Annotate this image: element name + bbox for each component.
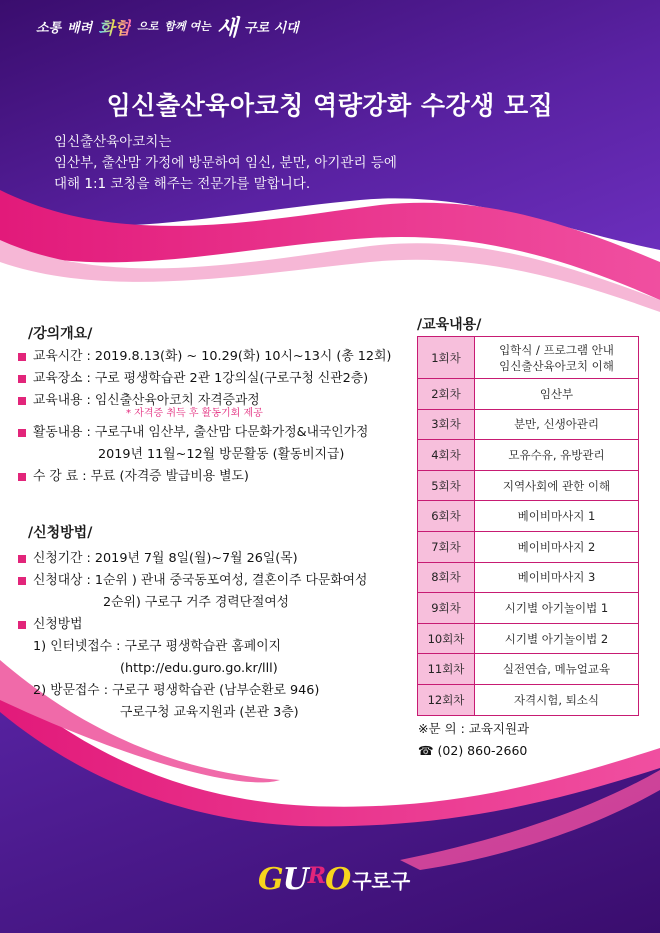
page-title: 임신출산육아코칭 역량강화 수강생 모집 [106,91,554,120]
guro-logo [258,856,410,902]
topic-cell: 임산부 [475,379,639,410]
logo-mark [258,862,350,897]
table-row [418,440,639,471]
slogan-part: 구로 시대 [243,20,299,36]
table-row [418,531,639,562]
table-row [418,337,639,379]
apply-heading: /신청방법/ [28,525,93,541]
session-cell: 11회차 [418,654,475,685]
topic-cell [475,337,639,379]
lecture-content: 교육내용 : 임신출산육아코치 자격증과정 [18,390,391,412]
apply-target-line2: 2순위) 구로구 거주 경력단절여성 [103,595,290,610]
apply-section [18,548,367,724]
topic-cell: 베이비마사지 3 [475,562,639,593]
session-cell: 12회차 [418,684,475,715]
apply-method: 신청방법 [18,614,367,636]
topic-cell: 베이비마사지 1 [475,501,639,532]
session-cell: 7회차 [418,531,475,562]
slogan-part: 화합 [98,14,131,39]
topic-cell: 모유수유, 유방관리 [475,440,639,471]
topic-cell: 베이비마사지 2 [475,531,639,562]
session-cell: 10회차 [418,623,475,654]
table-row [418,684,639,715]
logo-letter: O [325,861,351,897]
slogan-part: 으로 [137,20,159,33]
session-cell: 3회차 [418,409,475,440]
session-cell: 6회차 [418,501,475,532]
table-row [418,501,639,532]
topic-cell: 시기별 아기놀이법 2 [475,623,639,654]
logo-letter: R [307,862,326,889]
lecture-activity-line2: 2019년 11월~12월 방문활동 (활동비지급) [98,447,345,462]
lecture-content-note: * 자격증 취득 후 활동기회 제공 [126,408,263,419]
session-cell: 2회차 [418,379,475,410]
apply-visit-line2: 구로구청 교육지원과 (본관 3층) [120,705,299,720]
slogan-part: 함께 여는 [164,20,211,33]
table-row [418,623,639,654]
topic-cell: 실전연습, 메뉴얼교육 [475,654,639,685]
session-cell: 5회차 [418,470,475,501]
lecture-activity: 활동내용 : 구로구내 임산부, 출산맘 다문화가정&내국인가정 [18,422,391,444]
intro-text [54,132,397,195]
topic-cell: 분만, 신생아관리 [475,409,639,440]
session-cell: 9회차 [418,593,475,624]
logo-text: 구로구 [352,868,411,893]
slogan-part: 소통 [36,20,62,36]
apply-online-url: (http://edu.guro.go.kr/lll) [120,661,278,676]
intro-line: 임산부, 출산맘 가정에 방문하여 임신, 분만, 아기관리 등에 [54,155,397,171]
topic-cell: 자격시험, 퇴소식 [475,684,639,715]
apply-online: 1) 인터넷접수 : 구로구 평생학습관 홈페이지 [33,639,281,654]
lecture-place: 교육장소 : 구로 평생학습관 2관 1강의실(구로구청 신관2층) [18,368,391,390]
slogan-part: 새 [216,14,238,41]
topic-cell: 시기별 아기놀이법 1 [475,593,639,624]
topic-line: 임신출산육아코치 이해 [499,358,614,373]
apply-period: 신청기간 : 2019년 7월 8일(월)~7월 26일(목) [18,548,367,570]
curriculum-heading: /교육내용/ [417,317,482,333]
intro-line: 임신출산육아코치는 [54,134,172,150]
inquiry-text: ※문 의 : 교육지원과 [418,721,530,736]
table-row [418,470,639,501]
logo-letter: U [282,861,308,897]
topic-line: 입학식 / 프로그램 안내 [499,342,614,357]
lecture-fee: 수 강 료 : 무료 (자격증 발급비용 별도) [18,466,391,488]
table-row [418,654,639,685]
curriculum-table [417,336,639,716]
logo-letter: G [258,861,283,897]
topic-cell: 지역사회에 관한 이해 [475,470,639,501]
apply-visit: 2) 방문접수 : 구로구 평생학습관 (남부순환로 946) [33,683,320,698]
table-row [418,379,639,410]
table-row [418,562,639,593]
contact-info [418,718,529,762]
apply-target: 신청대상 : 1순위 ) 관내 중국동포여성, 결혼이주 다문화여성 [18,570,367,592]
lecture-time: 교육시간 : 2019.8.13(화) ~ 10.29(화) 10시~13시 (총 12회) [18,346,391,368]
phone-number: ☎ (02) 860-2660 [418,743,528,758]
table-row [418,593,639,624]
slogan [36,12,299,40]
session-cell: 1회차 [418,337,475,379]
slogan-part: 배려 [67,20,93,36]
intro-line: 대해 1:1 코칭을 해주는 전문가를 말합니다. [54,176,311,192]
lecture-heading: /강의개요/ [28,326,93,342]
session-cell: 8회차 [418,562,475,593]
session-cell: 4회차 [418,440,475,471]
table-row [418,409,639,440]
lecture-section [18,346,391,488]
